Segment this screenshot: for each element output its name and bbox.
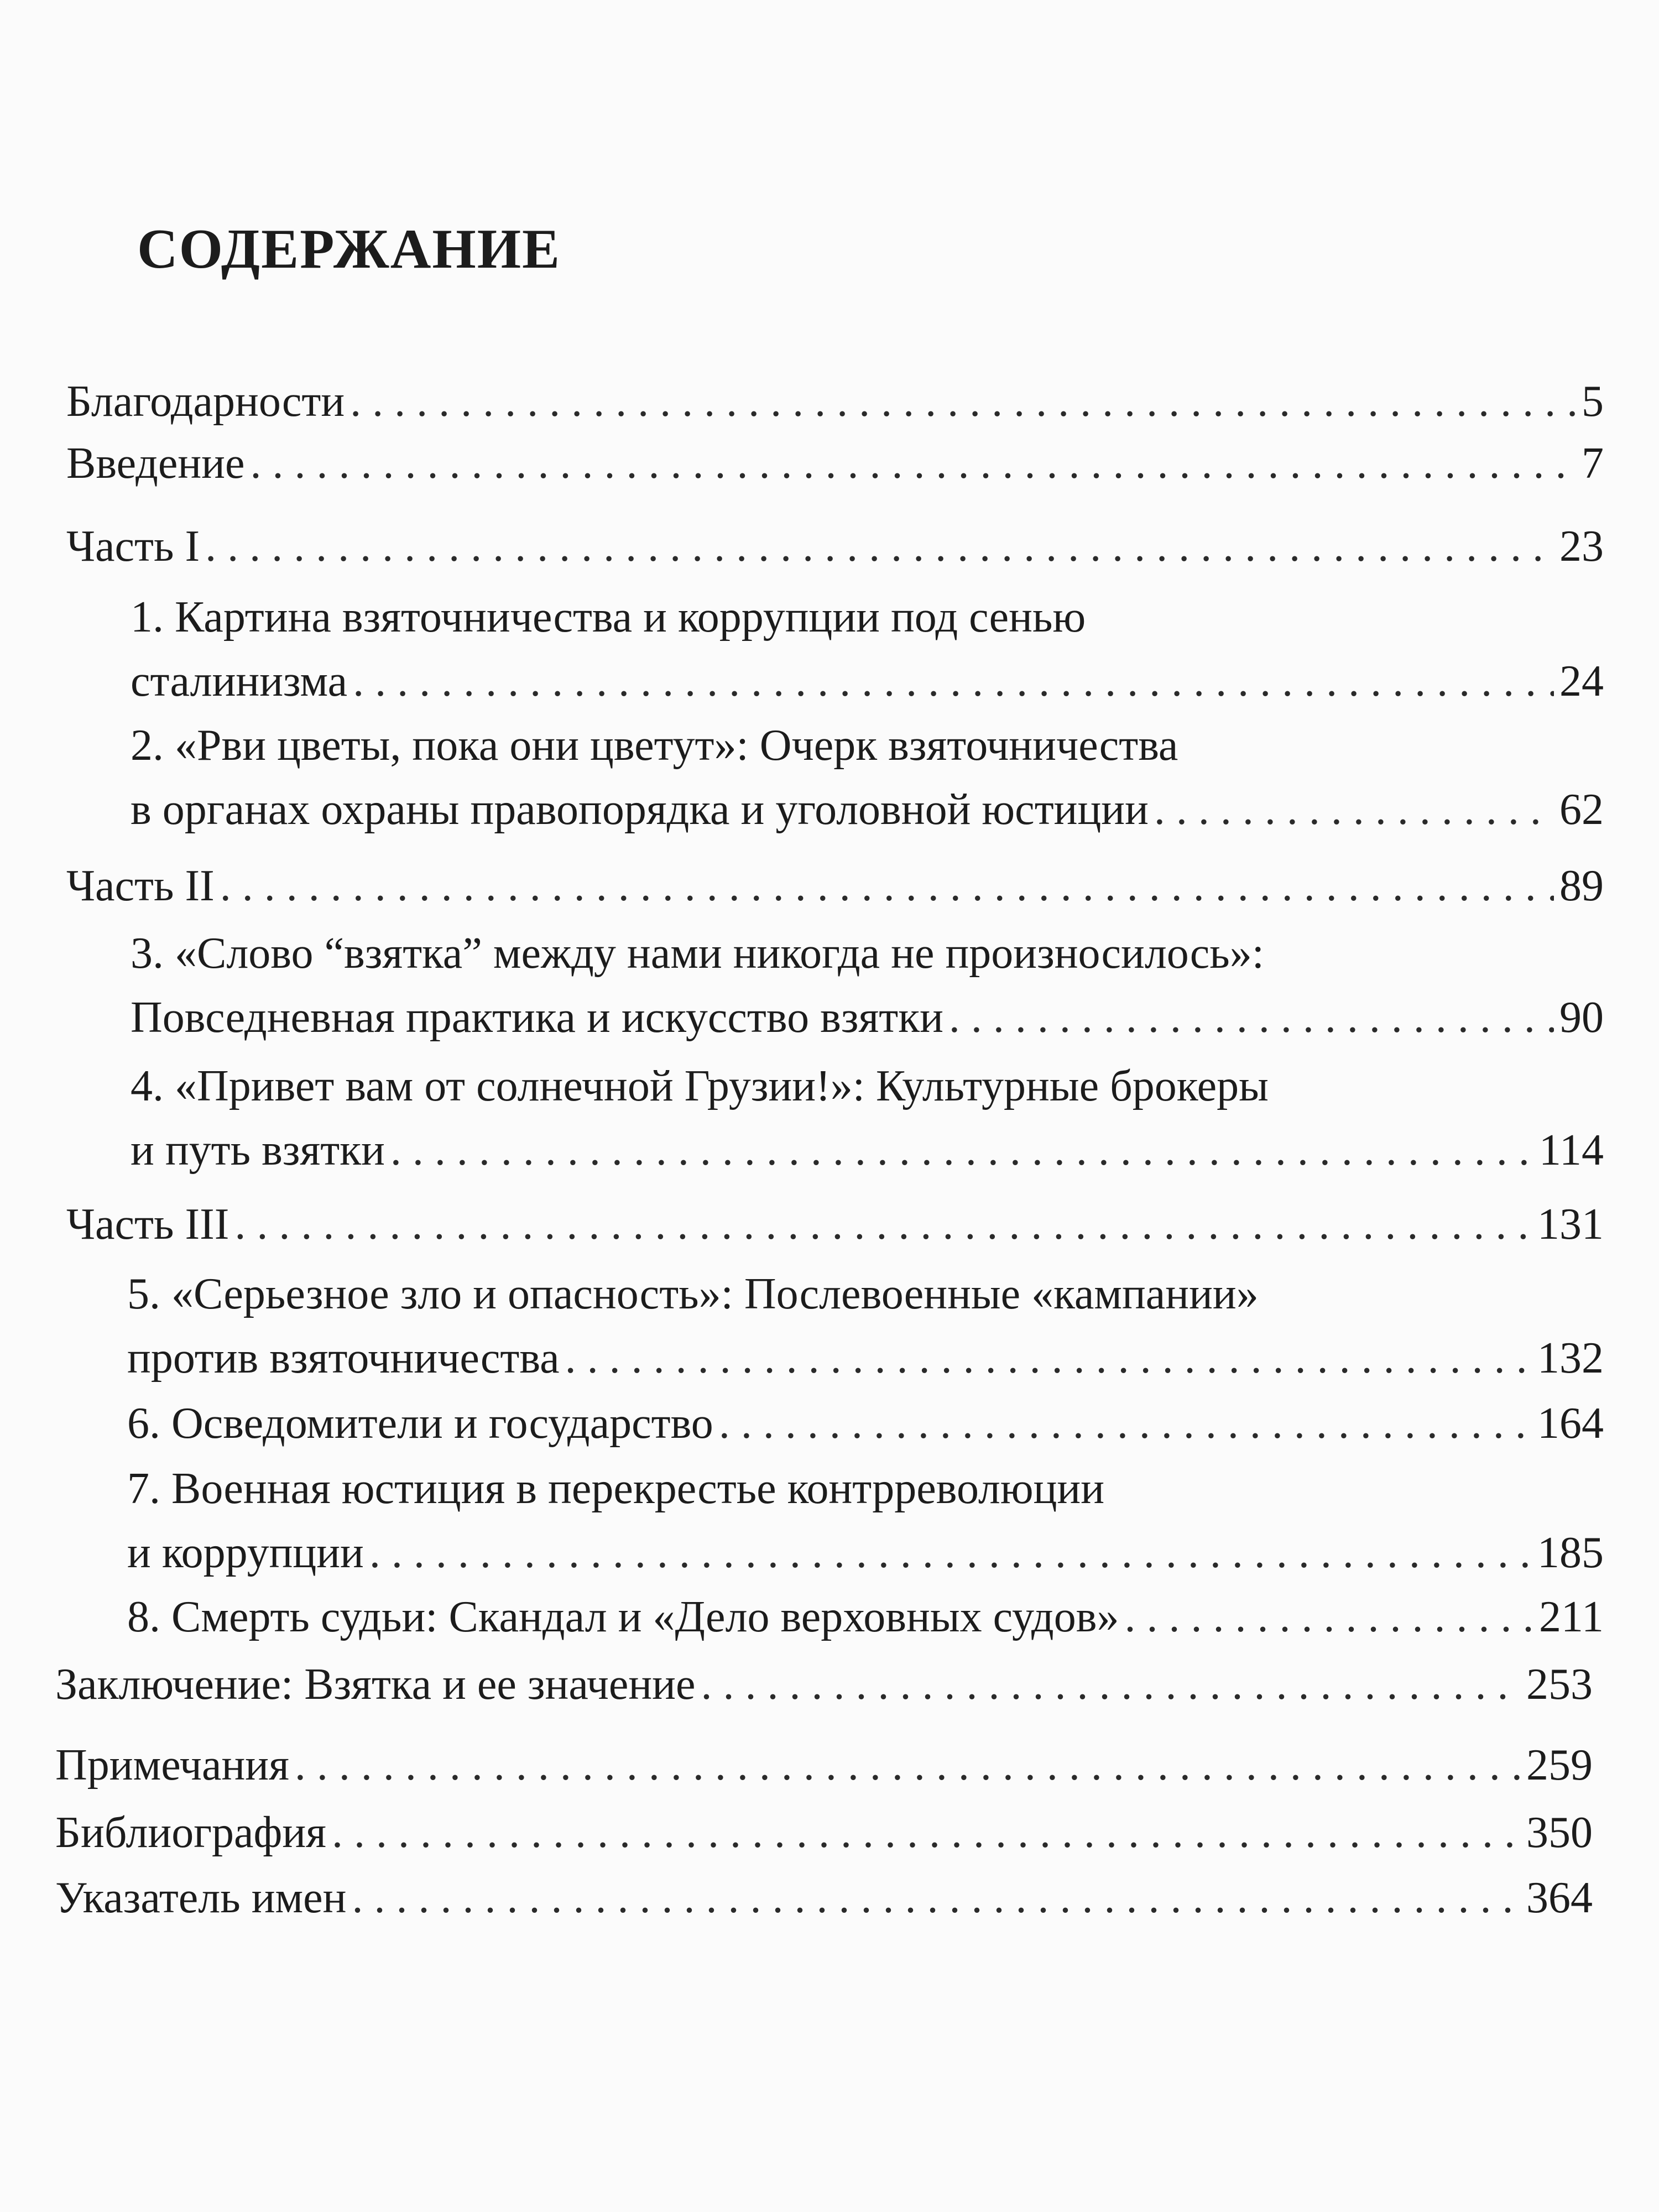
dot-leader	[701, 1652, 1521, 1717]
toc-entry-chapter-2	[131, 713, 1604, 842]
toc-page-number: 164	[1537, 1399, 1604, 1448]
toc-page-number: 185	[1537, 1528, 1604, 1577]
dot-leader	[295, 1733, 1521, 1797]
toc-page-number: 62	[1559, 785, 1604, 834]
page-title: СОДЕРЖАНИЕ	[137, 218, 561, 280]
toc-entry-bibliography	[55, 1801, 1593, 1865]
toc-page-number: 131	[1537, 1200, 1604, 1249]
dot-leader	[220, 854, 1554, 918]
toc-page-number: 23	[1559, 522, 1604, 571]
toc-page-number: 350	[1526, 1808, 1593, 1857]
toc-entry-title: 5. «Серьезное зло и опасность»: Послевоенные «кампании»	[127, 1270, 1259, 1318]
toc-entry-part-3	[66, 1192, 1604, 1256]
toc-entry-title: 8. Смерть судьи: Скандал и «Дело верховных судов»	[127, 1593, 1119, 1641]
dot-leader	[332, 1801, 1521, 1865]
toc-entry-chapter-8	[127, 1585, 1604, 1649]
toc-entry-title: Библиография	[55, 1808, 326, 1857]
dot-leader	[1154, 778, 1554, 842]
toc-entry-title: Благодарности	[66, 377, 345, 426]
toc-page-number: 259	[1526, 1741, 1593, 1790]
toc-entry-title-continued: и коррупции	[127, 1528, 364, 1577]
dot-leader	[353, 649, 1554, 713]
toc-page-number: 253	[1526, 1660, 1593, 1709]
toc-entry-title: 6. Осведомители и государство	[127, 1399, 713, 1448]
toc-entry-title-continued: и путь взятки	[131, 1126, 385, 1175]
toc-page-number: 364	[1526, 1874, 1593, 1922]
toc-entry-part-1	[66, 514, 1604, 578]
toc-entry-chapter-1	[131, 585, 1604, 713]
dot-leader	[390, 1118, 1533, 1182]
toc-entry-notes	[55, 1733, 1593, 1797]
toc-entry-title: 4. «Привет вам от солнечной Грузии!»: Культурные брокеры	[131, 1062, 1269, 1110]
toc-page-number: 24	[1559, 657, 1604, 706]
toc-entry-conclusion	[55, 1652, 1593, 1717]
toc-entry-title: Часть II	[66, 862, 215, 910]
toc-entry-title: Примечания	[55, 1741, 289, 1790]
dot-leader	[1124, 1585, 1533, 1649]
toc-entry-introduction	[66, 431, 1604, 495]
dot-leader	[565, 1326, 1532, 1390]
toc-entry-title: 3. «Слово “взятка” между нами никогда не произносилось»:	[131, 929, 1264, 978]
dot-leader	[350, 369, 1576, 434]
toc-entry-chapter-4	[131, 1054, 1604, 1182]
dot-leader	[205, 514, 1554, 578]
toc-entry-title: 1. Картина взяточничества и коррупции под сенью	[131, 593, 1086, 641]
toc-entry-chapter-6	[127, 1391, 1604, 1455]
toc-entry-title: Введение	[66, 439, 245, 488]
toc-page-number: 5	[1582, 377, 1604, 426]
toc-page-number: 7	[1582, 439, 1604, 488]
dot-leader	[234, 1192, 1532, 1256]
toc-entry-chapter-3	[131, 921, 1604, 1050]
dot-leader	[369, 1521, 1532, 1585]
toc-page-number: 132	[1537, 1334, 1604, 1383]
toc-entry-chapter-5	[127, 1262, 1604, 1390]
dot-leader	[352, 1866, 1521, 1930]
toc-entry-title: Указатель имен	[55, 1874, 347, 1922]
toc-entry-title-continued: в органах охраны правопорядка и уголовной юстиции	[131, 785, 1149, 834]
toc-page-number: 89	[1559, 862, 1604, 910]
toc-entry-title: 2. «Рви цветы, пока они цветут»: Очерк взяточничества	[131, 721, 1178, 770]
dot-leader	[949, 985, 1554, 1050]
toc-page-number: 211	[1538, 1593, 1604, 1641]
toc-entry-title: Часть III	[66, 1200, 229, 1249]
toc-entry-title-continued: против взяточничества	[127, 1334, 560, 1383]
toc-page-number: 114	[1538, 1126, 1604, 1175]
toc-entry-chapter-7	[127, 1457, 1604, 1585]
dot-leader	[250, 431, 1576, 495]
toc-entry-title-continued: Повседневная практика и искусство взятки	[131, 993, 943, 1042]
toc-page-number: 90	[1559, 993, 1604, 1042]
toc-entry-name-index	[55, 1866, 1593, 1930]
toc-entry-title-continued: сталинизма	[131, 657, 348, 706]
toc-entry-acknowledgments	[66, 369, 1604, 434]
toc-entry-title: Заключение: Взятка и ее значение	[55, 1660, 696, 1709]
dot-leader	[719, 1391, 1532, 1455]
toc-entry-title: Часть I	[66, 522, 200, 571]
toc-entry-part-2	[66, 854, 1604, 918]
toc-entry-title: 7. Военная юстиция в перекрестье контрреволюции	[127, 1464, 1105, 1513]
